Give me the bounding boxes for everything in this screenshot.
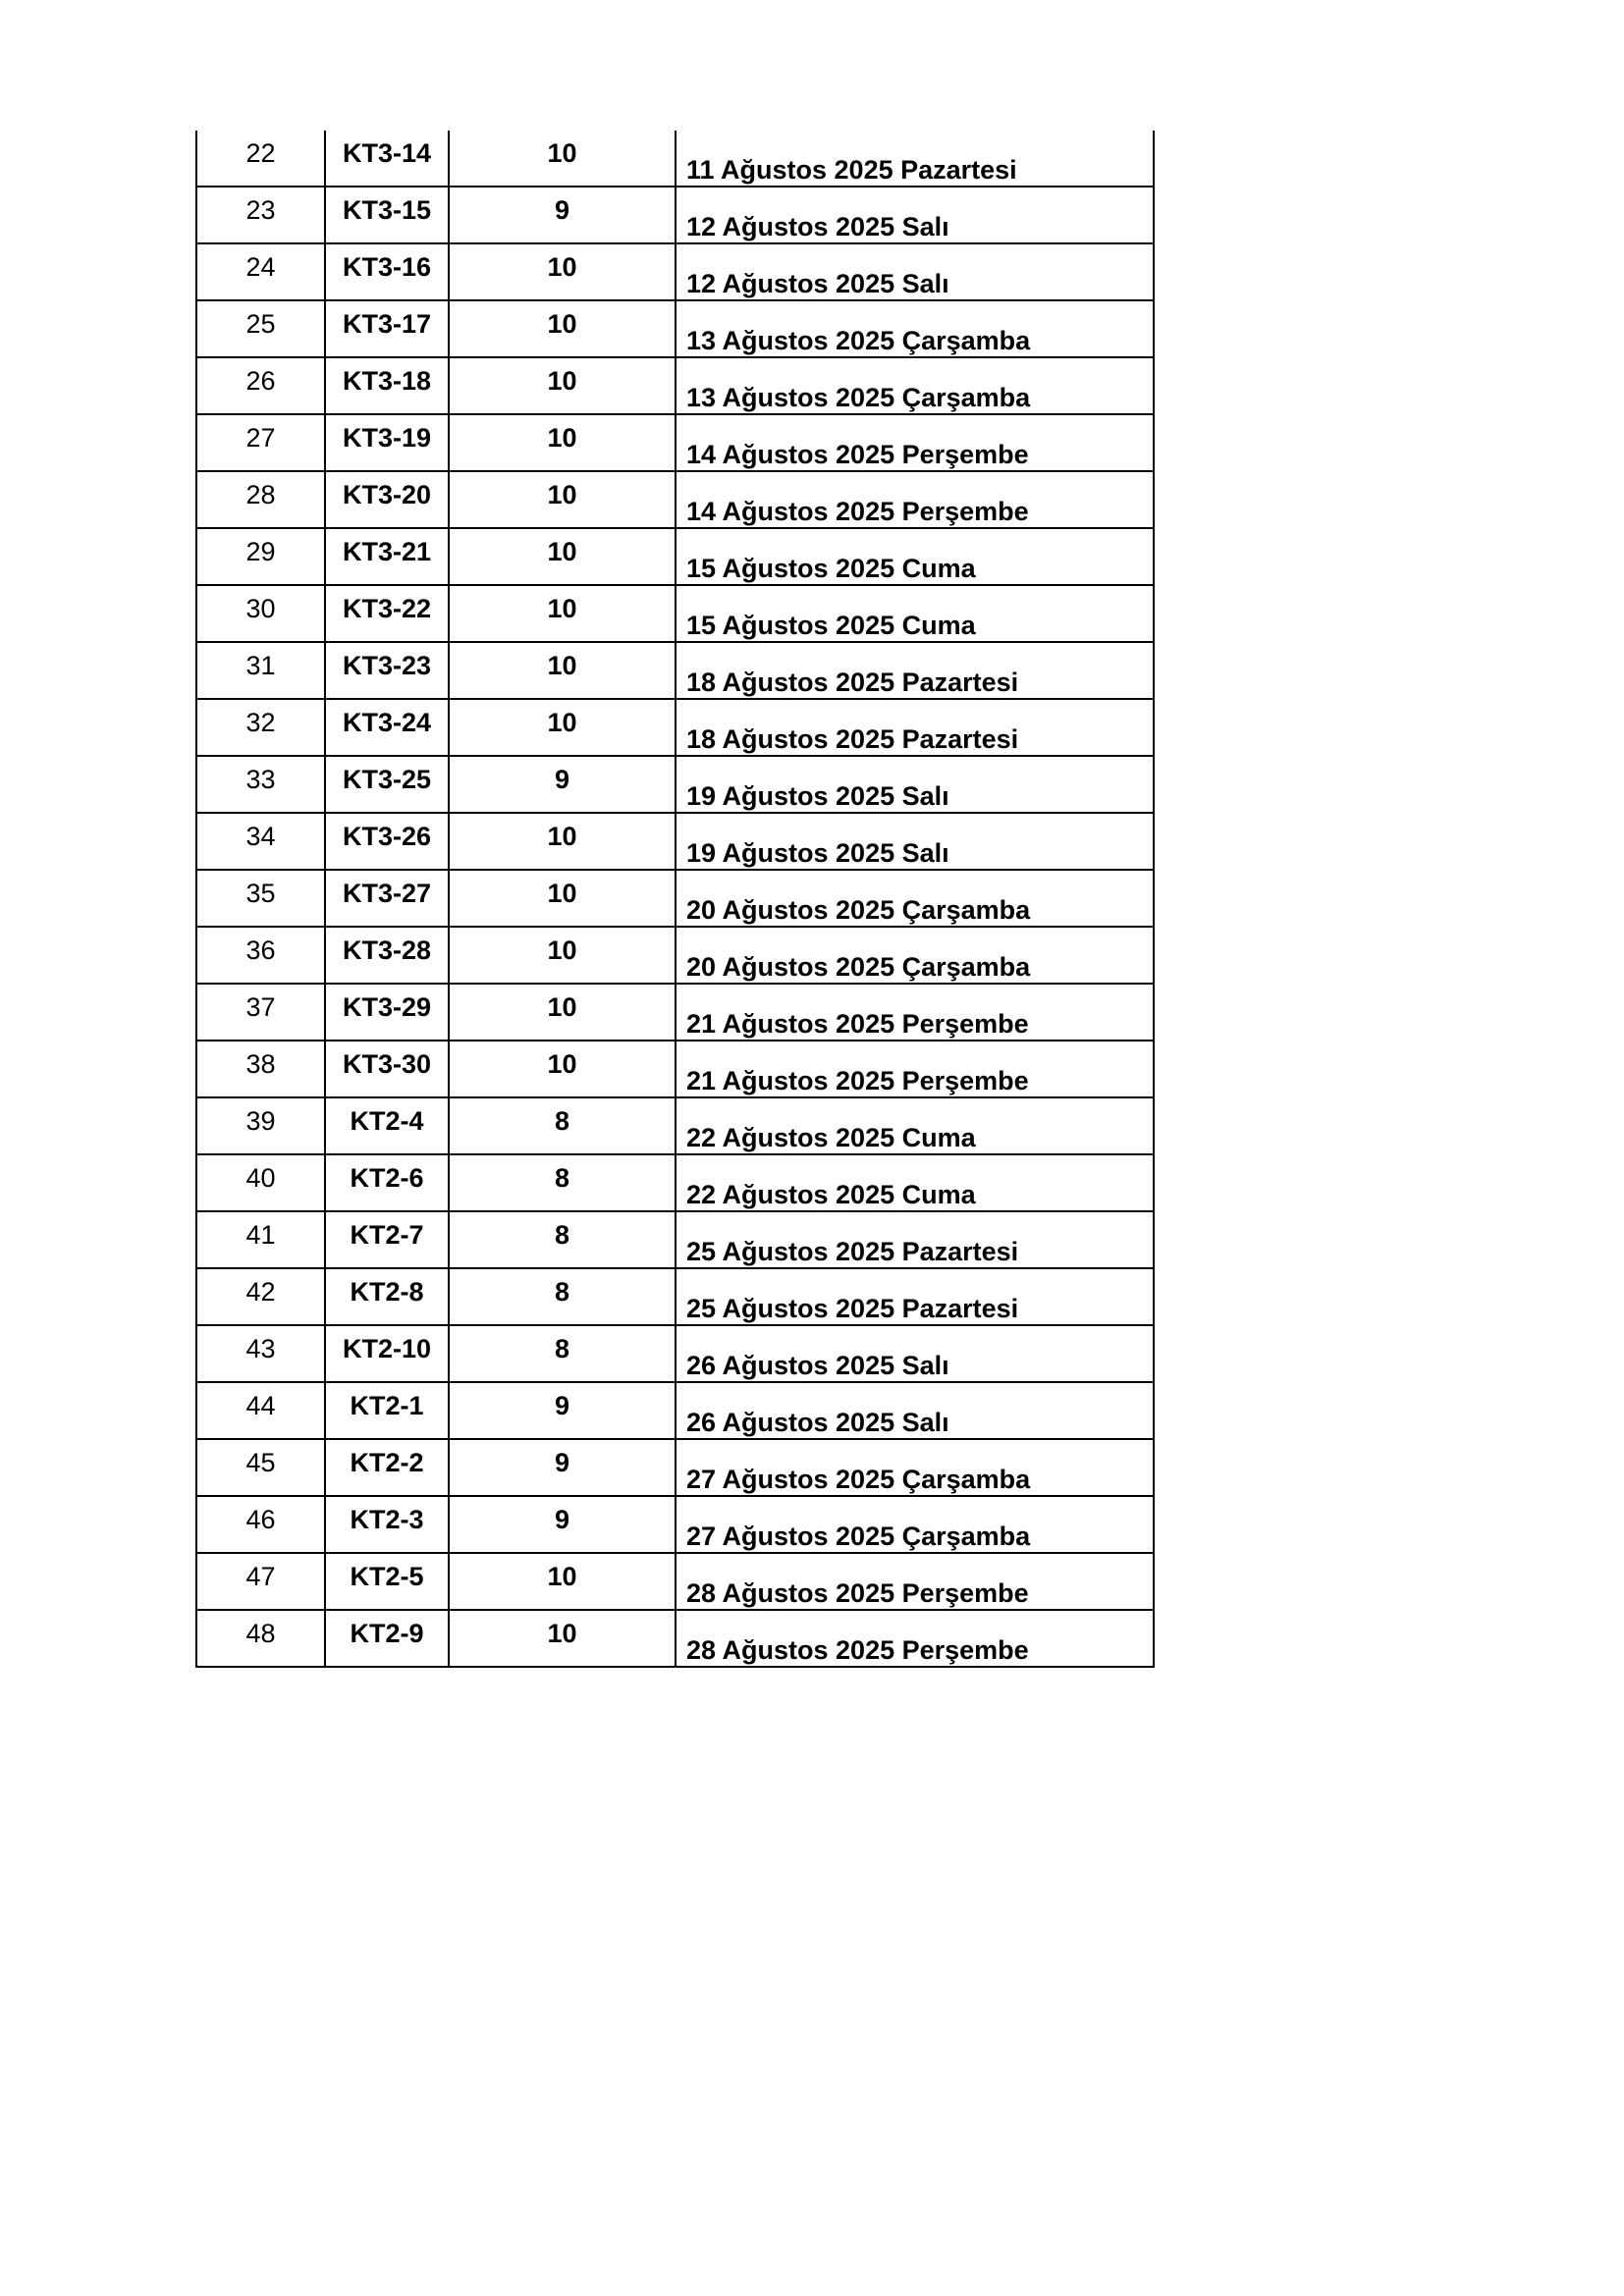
date-cell: 22 Ağustos 2025 Cuma — [676, 1154, 1154, 1211]
count-cell: 8 — [449, 1268, 676, 1325]
date-cell: 27 Ağustos 2025 Çarşamba — [676, 1439, 1154, 1496]
table-row — [196, 1382, 1154, 1439]
group-code-cell: KT3-15 — [325, 187, 449, 243]
date-cell: 18 Ağustos 2025 Pazartesi — [676, 699, 1154, 756]
count-cell: 9 — [449, 1496, 676, 1553]
group-code-cell: KT2-2 — [325, 1439, 449, 1496]
count-cell: 8 — [449, 1325, 676, 1382]
date-cell: 14 Ağustos 2025 Perşembe — [676, 471, 1154, 528]
group-code-cell: KT3-21 — [325, 528, 449, 585]
date-cell: 26 Ağustos 2025 Salı — [676, 1382, 1154, 1439]
count-cell: 10 — [449, 1041, 676, 1097]
group-code-cell: KT2-10 — [325, 1325, 449, 1382]
group-code-cell: KT3-23 — [325, 642, 449, 699]
row-number-cell: 45 — [196, 1439, 325, 1496]
group-code-cell: KT3-19 — [325, 414, 449, 471]
date-cell: 28 Ağustos 2025 Perşembe — [676, 1553, 1154, 1610]
table-row — [196, 300, 1154, 357]
count-cell: 10 — [449, 1610, 676, 1667]
table-row — [196, 131, 1154, 187]
table-row — [196, 1496, 1154, 1553]
group-code-cell: KT3-25 — [325, 756, 449, 813]
table-row — [196, 585, 1154, 642]
table-row — [196, 357, 1154, 414]
row-number-cell: 42 — [196, 1268, 325, 1325]
row-number-cell: 41 — [196, 1211, 325, 1268]
table-row — [196, 756, 1154, 813]
count-cell: 10 — [449, 642, 676, 699]
row-number-cell: 27 — [196, 414, 325, 471]
count-cell: 10 — [449, 528, 676, 585]
count-cell: 8 — [449, 1211, 676, 1268]
count-cell: 9 — [449, 1382, 676, 1439]
row-number-cell: 39 — [196, 1097, 325, 1154]
row-number-cell: 28 — [196, 471, 325, 528]
group-code-cell: KT3-14 — [325, 131, 449, 187]
date-cell: 13 Ağustos 2025 Çarşamba — [676, 357, 1154, 414]
date-cell: 19 Ağustos 2025 Salı — [676, 756, 1154, 813]
group-code-cell: KT3-24 — [325, 699, 449, 756]
date-cell: 11 Ağustos 2025 Pazartesi — [676, 131, 1154, 187]
table-row — [196, 1610, 1154, 1667]
group-code-cell: KT3-18 — [325, 357, 449, 414]
table-row — [196, 813, 1154, 870]
row-number-cell: 25 — [196, 300, 325, 357]
count-cell: 10 — [449, 870, 676, 927]
count-cell: 9 — [449, 1439, 676, 1496]
row-number-cell: 33 — [196, 756, 325, 813]
group-code-cell: KT2-3 — [325, 1496, 449, 1553]
table-row — [196, 1097, 1154, 1154]
count-cell: 10 — [449, 1553, 676, 1610]
date-cell: 27 Ağustos 2025 Çarşamba — [676, 1496, 1154, 1553]
date-cell: 20 Ağustos 2025 Çarşamba — [676, 870, 1154, 927]
group-code-cell: KT3-16 — [325, 243, 449, 300]
row-number-cell: 36 — [196, 927, 325, 984]
group-code-cell: KT3-17 — [325, 300, 449, 357]
date-cell: 12 Ağustos 2025 Salı — [676, 187, 1154, 243]
group-code-cell: KT3-27 — [325, 870, 449, 927]
group-code-cell: KT3-20 — [325, 471, 449, 528]
count-cell: 10 — [449, 243, 676, 300]
table-row — [196, 927, 1154, 984]
count-cell: 10 — [449, 131, 676, 187]
date-cell: 25 Ağustos 2025 Pazartesi — [676, 1211, 1154, 1268]
row-number-cell: 29 — [196, 528, 325, 585]
schedule-table-body — [196, 131, 1154, 1667]
table-row — [196, 1211, 1154, 1268]
date-cell: 19 Ağustos 2025 Salı — [676, 813, 1154, 870]
table-row — [196, 1439, 1154, 1496]
row-number-cell: 43 — [196, 1325, 325, 1382]
count-cell: 9 — [449, 756, 676, 813]
row-number-cell: 35 — [196, 870, 325, 927]
count-cell: 8 — [449, 1097, 676, 1154]
count-cell: 10 — [449, 984, 676, 1041]
group-code-cell: KT3-29 — [325, 984, 449, 1041]
date-cell: 18 Ağustos 2025 Pazartesi — [676, 642, 1154, 699]
schedule-table — [195, 131, 1155, 1668]
group-code-cell: KT2-8 — [325, 1268, 449, 1325]
date-cell: 26 Ağustos 2025 Salı — [676, 1325, 1154, 1382]
table-row — [196, 528, 1154, 585]
table-row — [196, 1154, 1154, 1211]
group-code-cell: KT2-6 — [325, 1154, 449, 1211]
table-row — [196, 699, 1154, 756]
row-number-cell: 30 — [196, 585, 325, 642]
group-code-cell: KT2-5 — [325, 1553, 449, 1610]
date-cell: 21 Ağustos 2025 Perşembe — [676, 984, 1154, 1041]
count-cell: 10 — [449, 699, 676, 756]
table-row — [196, 642, 1154, 699]
table-row — [196, 243, 1154, 300]
row-number-cell: 38 — [196, 1041, 325, 1097]
row-number-cell: 46 — [196, 1496, 325, 1553]
date-cell: 22 Ağustos 2025 Cuma — [676, 1097, 1154, 1154]
table-row — [196, 414, 1154, 471]
date-cell: 13 Ağustos 2025 Çarşamba — [676, 300, 1154, 357]
row-number-cell: 32 — [196, 699, 325, 756]
table-row — [196, 1325, 1154, 1382]
row-number-cell: 47 — [196, 1553, 325, 1610]
table-row — [196, 984, 1154, 1041]
date-cell: 15 Ağustos 2025 Cuma — [676, 528, 1154, 585]
date-cell: 14 Ağustos 2025 Perşembe — [676, 414, 1154, 471]
count-cell: 9 — [449, 187, 676, 243]
group-code-cell: KT2-7 — [325, 1211, 449, 1268]
date-cell: 25 Ağustos 2025 Pazartesi — [676, 1268, 1154, 1325]
row-number-cell: 37 — [196, 984, 325, 1041]
row-number-cell: 22 — [196, 131, 325, 187]
date-cell: 20 Ağustos 2025 Çarşamba — [676, 927, 1154, 984]
row-number-cell: 26 — [196, 357, 325, 414]
count-cell: 10 — [449, 300, 676, 357]
group-code-cell: KT2-1 — [325, 1382, 449, 1439]
count-cell: 10 — [449, 414, 676, 471]
table-row — [196, 471, 1154, 528]
count-cell: 10 — [449, 357, 676, 414]
table-row — [196, 187, 1154, 243]
date-cell: 28 Ağustos 2025 Perşembe — [676, 1610, 1154, 1667]
count-cell: 10 — [449, 927, 676, 984]
count-cell: 8 — [449, 1154, 676, 1211]
group-code-cell: KT2-9 — [325, 1610, 449, 1667]
table-row — [196, 1268, 1154, 1325]
row-number-cell: 48 — [245, 1619, 276, 1648]
group-code-cell: KT2-4 — [325, 1097, 449, 1154]
date-cell: 21 Ağustos 2025 Perşembe — [676, 1041, 1154, 1097]
group-code-cell: KT3-26 — [325, 813, 449, 870]
table-row — [196, 1041, 1154, 1097]
row-number-cell: 34 — [196, 813, 325, 870]
table-row — [196, 1553, 1154, 1610]
row-number-cell: 44 — [196, 1382, 325, 1439]
date-cell: 12 Ağustos 2025 Salı — [676, 243, 1154, 300]
group-code-cell: KT3-28 — [325, 927, 449, 984]
row-number-cell: 23 — [196, 187, 325, 243]
count-cell: 10 — [449, 471, 676, 528]
row-number-cell: 40 — [196, 1154, 325, 1211]
row-number-cell: 24 — [196, 243, 325, 300]
row-number-cell: 31 — [196, 642, 325, 699]
group-code-cell: KT3-22 — [325, 585, 449, 642]
date-cell: 15 Ağustos 2025 Cuma — [676, 585, 1154, 642]
group-code-cell: KT3-30 — [325, 1041, 449, 1097]
table-row — [196, 870, 1154, 927]
count-cell: 10 — [449, 813, 676, 870]
count-cell: 10 — [449, 585, 676, 642]
